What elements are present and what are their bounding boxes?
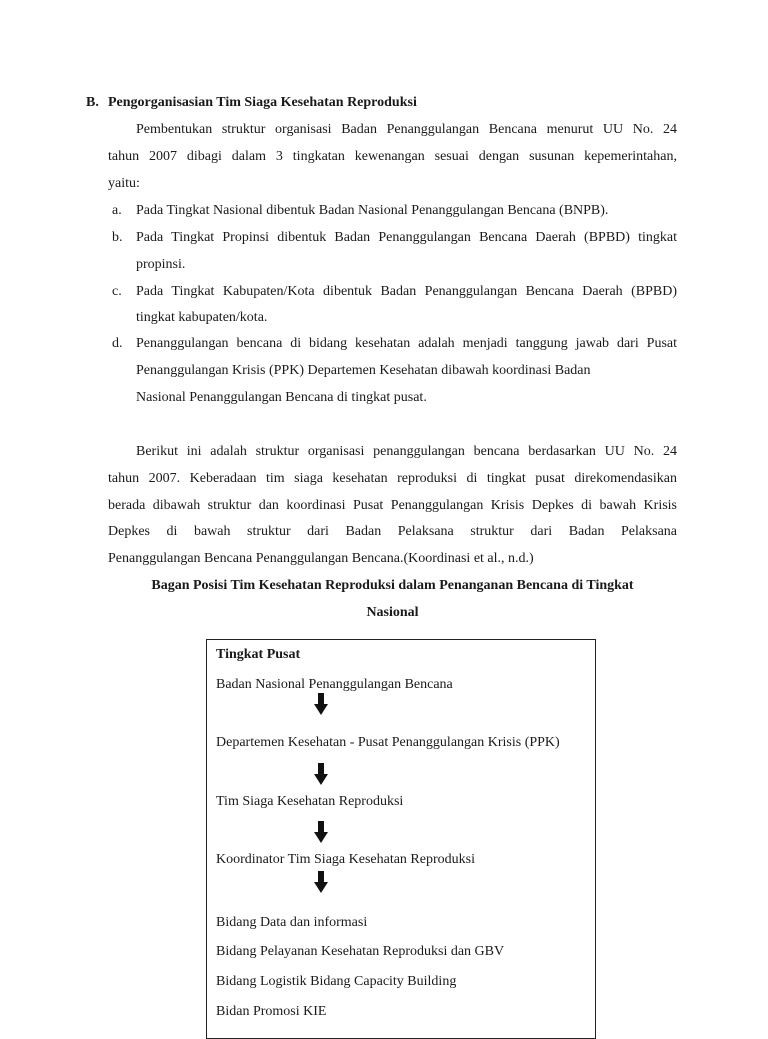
down-arrow-icon [314,871,328,893]
down-arrow-icon [314,821,328,843]
down-arrow-icon [314,763,328,785]
list-marker: a. [112,203,122,218]
list-marker: d. [112,336,123,351]
list-item-text: Pada Tingkat Propinsi dibentuk Badan Penanggulangan Bencana Daerah (BPBD) tingkat [136,230,677,245]
diagram-level-tim-siaga: Tim Siaga Kesehatan Reproduksi [216,794,404,809]
section-letter: B. [86,95,99,110]
paragraph2-line: Penanggulangan Bencana Penanggulangan Bencana.(Koordinasi et al., n.d.) [108,551,534,566]
diagram-field: Bidang Data dan informasi [216,915,368,930]
list-marker: b. [112,230,123,245]
list-item-text: Nasional Penanggulangan Bencana di tingkat pusat. [136,390,427,405]
paragraph2-line: berada dibawah struktur dan koordinasi Pusat Penanggulangan Krisis Depkes di bawah Krisis [108,498,677,513]
diagram-field: Bidan Promosi KIE [216,1004,327,1019]
paragraph2-line: Berikut ini adalah struktur organisasi penanggulangan bencana berdasarkan UU No. 24 [136,444,677,459]
chart-title-line2: Nasional [366,605,419,620]
paragraph2-line: Depkes di bawah struktur dari Badan Pelaksana struktur dari Badan Pelaksana [108,524,677,539]
list-item-text: Penanggulangan Krisis (PPK) Departemen Kesehatan dibawah koordinasi Badan [136,363,591,378]
paragraph1-line: tahun 2007 dibagi dalam 3 tingkatan kewenangan sesuai dengan susunan kepemerintahan, [108,149,677,164]
paragraph2-line: tahun 2007. Keberadaan tim siaga kesehatan reproduksi di tingkat pusat direkomendasikan [108,471,677,486]
paragraph1-line: Pembentukan struktur organisasi Badan Penanggulangan Bencana menurut UU No. 24 [136,122,677,137]
list-item-text: tingkat kabupaten/kota. [136,310,268,325]
list-item-text: Pada Tingkat Kabupaten/Kota dibentuk Badan Penanggulangan Bencana Daerah (BPBD) [136,284,677,299]
diagram-field: Bidang Logistik Bidang Capacity Building [216,974,457,989]
diagram-heading: Tingkat Pusat [216,647,301,662]
down-arrow-icon [314,693,328,715]
diagram-level-ppk: Departemen Kesehatan - Pusat Penanggulangan Krisis (PPK) [216,735,560,750]
list-item-text: propinsi. [136,257,186,272]
list-item-text: Pada Tingkat Nasional dibentuk Badan Nasional Penanggulangan Bencana (BNPB). [136,203,609,218]
diagram-field: Bidang Pelayanan Kesehatan Reproduksi dan GBV [216,944,505,959]
list-marker: c. [112,284,122,299]
paragraph1-line: yaitu: [108,176,140,191]
list-item-text: Penanggulangan bencana di bidang kesehatan adalah menjadi tanggung jawab dari Pusat [136,336,677,351]
section-title: Pengorganisasian Tim Siaga Kesehatan Reproduksi [108,95,417,110]
diagram-level-bnpb: Badan Nasional Penanggulangan Bencana [216,677,453,692]
diagram-level-koordinator: Koordinator Tim Siaga Kesehatan Reproduksi [216,852,475,867]
chart-title-line1: Bagan Posisi Tim Kesehatan Reproduksi dalam Penanganan Bencana di Tingkat [151,578,634,593]
